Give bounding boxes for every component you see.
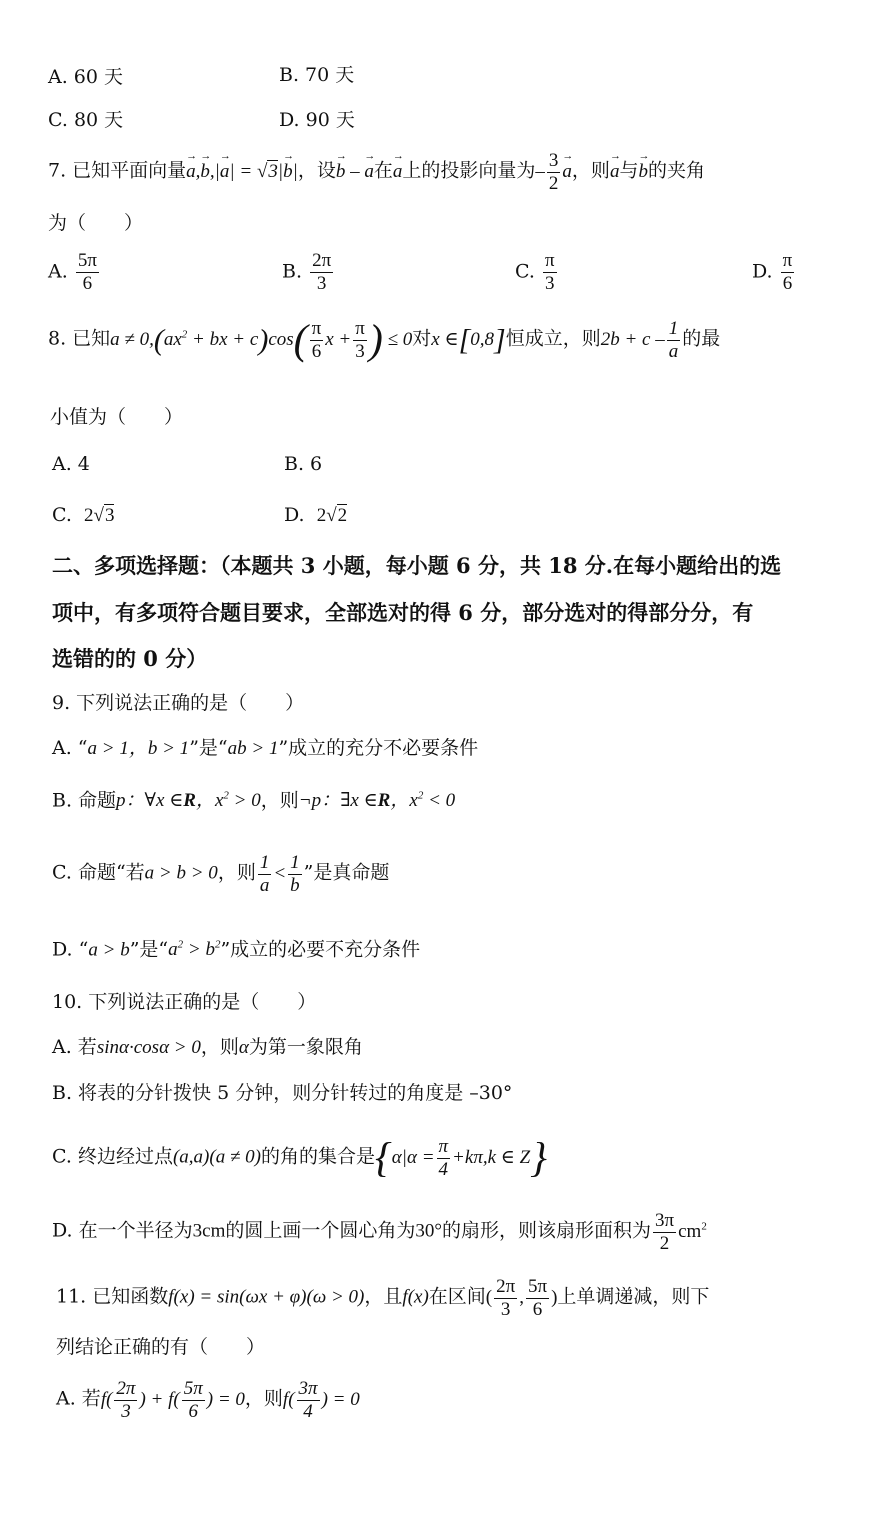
q9-d-pre: D. “	[52, 938, 89, 961]
q7-d-label: D.	[752, 260, 773, 283]
q9-c-formula1: a > b > 0	[144, 862, 218, 884]
q11-a-formula2: f( $\frac{3\pi}{4}$ ) = 0	[282, 1378, 360, 1422]
q8-suffix: 的最	[682, 327, 721, 350]
q7-b-den: 3	[316, 272, 327, 294]
q10-d-mid: 的圆上画一个圆心角为	[225, 1219, 416, 1242]
q8-d-label: D.	[284, 504, 305, 526]
q7-mid4: ，则	[571, 159, 610, 182]
q7-mid3: 上的投影向量为	[402, 159, 536, 182]
q10-a-formula1: sinα·cosα > 0	[96, 1037, 201, 1058]
q7-c-label: C.	[515, 260, 535, 283]
q6-option-a: A. 60 天	[48, 66, 124, 88]
q10-a-mid: ，则	[200, 1036, 239, 1058]
q7-formula-a2: → a	[610, 162, 620, 181]
q7-stem-line2: 为（ ）	[48, 212, 144, 234]
q7-formula-a: → a	[393, 162, 403, 181]
q7-suffix: 的夹角	[647, 159, 705, 182]
q7-b-num: 2π	[312, 250, 332, 271]
q8-option-d	[284, 506, 347, 525]
q10-d-answer-formula: $\frac{3\pi}{2}$ $cm^2$	[655, 1210, 707, 1254]
q11-a-pre: A. 若	[56, 1387, 101, 1410]
q7-d-fraction	[781, 250, 795, 295]
q7-option-d	[752, 250, 796, 295]
q11-formula-function: f(x) = sin(ωx + φ)(ω > 0)	[168, 1286, 365, 1308]
q10-a-pre: A. 若	[52, 1036, 97, 1058]
q7-mid1: ，设	[297, 159, 336, 182]
q7-b-fraction	[310, 250, 333, 295]
q7-formula-diff: → b – → a	[336, 161, 374, 182]
q8-c-label: C.	[52, 504, 72, 526]
q10-c-mid: 的角的集合是	[260, 1145, 375, 1168]
q10-d-mid2: 的扇形，则该扇形面积为	[441, 1219, 651, 1242]
q11-mid2: 在区间	[428, 1285, 486, 1308]
q7-d-den: 6	[782, 272, 793, 294]
q10-d-degree: 30°	[415, 1220, 442, 1242]
q7-option-b	[282, 250, 335, 295]
q10-a-formula2: α	[238, 1037, 249, 1058]
q10-option-a	[52, 1038, 363, 1057]
q7-a-fraction	[76, 250, 99, 295]
q11-prefix: 11. 已知函数	[56, 1285, 169, 1308]
q7-d-num: π	[782, 250, 793, 271]
q7-c-num: π	[544, 250, 555, 271]
q7-option-c	[515, 250, 559, 295]
q9-a-mid: ”是“	[189, 737, 228, 759]
q10-c-formula2: {α|α = $\frac{\pi}{4}$ +kπ,k ∈ Z}	[374, 1135, 547, 1182]
q10-a-suf: 为第一象限角	[248, 1036, 363, 1058]
q7-option-a	[48, 250, 101, 295]
q7-mid5: 与	[619, 159, 639, 182]
q7-b-label: B.	[282, 260, 303, 283]
q9-c-suf: ”是真命题	[303, 861, 390, 884]
q6-option-c: C. 80 天	[48, 109, 124, 131]
q10-option-b: B. 将表的分针拨快 5 分钟，则分针转过的角度是 –30°	[52, 1082, 513, 1104]
q10-c-pre: C. 终边经过点	[52, 1145, 173, 1168]
q9-option-a	[52, 739, 478, 758]
q8-option-a: A. 4	[52, 453, 90, 475]
q9-a-formula1: a > 1，b > 1	[87, 738, 190, 759]
q8-mid1: 对	[412, 327, 432, 350]
q7-formula-vectors: → a,→ b,|→ a| = √3|→ b|	[186, 161, 298, 182]
q9-d-formula2: $a^2 > b^2$	[168, 939, 221, 961]
q9-d-formula1: a > b	[88, 939, 130, 961]
q9-d-mid: ”是“	[129, 938, 169, 961]
q6-option-d: D. 90 天	[279, 109, 355, 131]
q9-a-suf: ”成立的充分不必要条件	[278, 737, 479, 759]
q8-formula-domain: x ∈[0,8]	[431, 323, 506, 357]
q9-option-c	[52, 852, 389, 897]
q7-prefix: 7. 已知平面向量	[48, 159, 187, 182]
q7-a-den: 6	[82, 272, 93, 294]
section2-line2: 项中，有多项符合题目要求，全部选对的得 6 分，部分选对的得部分分，有	[52, 600, 754, 625]
q9-option-b	[52, 791, 455, 810]
q11-stem-line2: 列结论正确的有（ ）	[56, 1336, 266, 1358]
section2-line1: 二、多项选择题：（本题共 3 小题，每小题 6 分，共 18 分.在每小题给出的选	[52, 553, 782, 578]
q11-a-mid: ，则	[244, 1387, 283, 1410]
q9-b-pre: B. 命题	[52, 789, 117, 812]
q8-stem	[48, 318, 720, 363]
q7-c-fraction	[543, 250, 557, 295]
q9-d-suf: ”成立的必要不充分条件	[220, 938, 421, 961]
q8-c-formula: 2√3	[84, 505, 115, 526]
q11-option-a	[56, 1378, 360, 1423]
q9-c-mid: ，则	[217, 861, 256, 884]
q8-option-c	[52, 506, 114, 525]
q8-mid2: 恒成立，则	[505, 327, 601, 350]
q7-formula-b: → b	[638, 162, 648, 181]
q7-a-num: 5π	[77, 250, 97, 271]
q8-d-formula: 2√2	[316, 505, 348, 526]
q7-c-den: 3	[545, 272, 555, 294]
q8-stem-line2: 小值为（ ）	[50, 406, 184, 428]
q11-formula-interval: ( $\frac{2\pi}{3}$ , $\frac{5\pi}{6}$ )	[485, 1276, 558, 1320]
q9-stem: 9. 下列说法正确的是（ ）	[52, 692, 305, 714]
section2-line3: 选错的的 0 分）	[52, 646, 208, 671]
q7-mid2: 在	[373, 159, 393, 182]
q10-stem: 10. 下列说法正确的是（ ）	[52, 991, 317, 1013]
q8-prefix: 8. 已知	[48, 327, 111, 350]
q9-b-mid: ，则	[260, 789, 299, 812]
q9-b-formula1: p：∀x ∈R，$x^2 > 0$	[116, 790, 261, 812]
q9-c-pre: C. 命题“若	[52, 861, 145, 884]
q10-c-formula1: (a,a)(a ≠ 0)	[172, 1146, 261, 1168]
q11-mid1: ，且	[364, 1285, 403, 1308]
q8-option-b: B. 6	[284, 453, 323, 475]
q9-option-d	[52, 940, 420, 959]
q10-d-radius: 3cm	[192, 1220, 226, 1242]
q11-stem	[56, 1276, 709, 1321]
q11-formula-f: f(x)	[402, 1286, 429, 1308]
q7-a-label: A.	[48, 260, 68, 283]
q11-a-formula1: f( $\frac{2\pi}{3}$ ) + f( $\frac{5\pi}{6}$ ) = 0	[100, 1378, 245, 1422]
q7-stem	[48, 150, 705, 195]
q6-option-b: B. 70 天	[279, 64, 355, 86]
q10-d-pre: D. 在一个半径为	[52, 1219, 193, 1242]
q10-option-d	[52, 1210, 707, 1255]
q9-b-formula2: ¬p：∃x ∈R，$x^2 < 0$	[298, 790, 456, 812]
q8-formula-target: 2b + c – $\frac{1}{a}$	[600, 318, 679, 362]
q9-c-formula2: $\frac{1}{a}$ < $\frac{1}{b}$	[259, 852, 300, 896]
q10-option-c	[52, 1136, 547, 1181]
q9-a-pre: A. “	[52, 737, 88, 759]
q7-formula-projection: – $\frac{3}{2}$ → a	[535, 161, 572, 182]
q11-suffix: 上单调递减，则下	[557, 1285, 710, 1308]
q9-a-formula2: ab > 1	[227, 738, 279, 759]
q8-formula-inequality: $a \ne 0,(ax^2$ + bx + c)cos( $\frac{\pi}{6}$ x + $\frac{\pi}{3}$ ) ≤ 0	[110, 317, 413, 364]
